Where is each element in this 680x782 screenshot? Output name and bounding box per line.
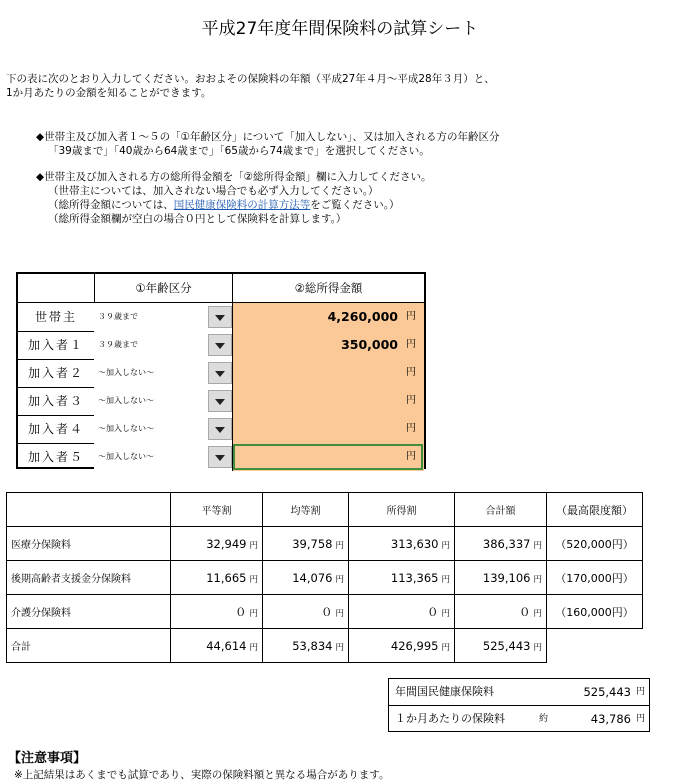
yen-unit: 円 bbox=[533, 574, 542, 585]
instruction-age-line-2: 「39歳まで」「40歳から64歳まで」「65歳から74歳まで」を選択してください。 bbox=[48, 145, 430, 157]
yen-unit: 円 bbox=[441, 642, 450, 653]
instruction-income-line-1: ◆世帯主及び加入される方の総所得金額を「②総所得金額」欄に入力してください。 bbox=[36, 171, 432, 183]
age-category-value: ３９歳まで bbox=[98, 340, 138, 349]
annual-premium-value: 525,443 bbox=[583, 685, 631, 699]
yen-unit: 円 bbox=[335, 574, 344, 585]
calculation-method-link[interactable]: 国民健康保険料の計算方法等 bbox=[173, 199, 311, 211]
per-capita-header: 平等割 bbox=[171, 493, 263, 527]
input-row-member-4 bbox=[18, 415, 424, 443]
monthly-premium-value: 43,786 bbox=[590, 712, 631, 726]
notes-text: ※上記結果はあくまでも試算であり、実際の保険料額と異なる場合があります。 bbox=[14, 769, 390, 781]
instruction-income-line-3 bbox=[36, 198, 500, 212]
results-header-row bbox=[7, 493, 643, 527]
input-row-householder bbox=[18, 303, 424, 331]
total-cell bbox=[455, 629, 547, 663]
per-capita-cell bbox=[171, 595, 263, 629]
income-share-cell bbox=[349, 561, 455, 595]
equal-share-cell bbox=[263, 561, 349, 595]
row-label: 合計 bbox=[7, 629, 171, 663]
total-row bbox=[7, 629, 643, 663]
dropdown-arrow-icon[interactable] bbox=[208, 362, 232, 384]
cell-value: 14,076 bbox=[292, 570, 333, 585]
yen-unit: 円 bbox=[406, 367, 416, 378]
empty-cell bbox=[547, 629, 643, 663]
row-label: 医療分保険料 bbox=[7, 527, 171, 561]
per-capita-cell bbox=[171, 629, 263, 663]
input-table bbox=[16, 272, 426, 469]
income-input[interactable] bbox=[232, 303, 424, 331]
instruction-income-line-4: （総所得金額欄が空白の場合０円として保険料を計算します。） bbox=[48, 213, 347, 225]
max-limit-header: （最高限度額） bbox=[547, 493, 643, 527]
input-row-member-1 bbox=[18, 331, 424, 359]
income-input[interactable] bbox=[232, 415, 424, 443]
total-cell bbox=[455, 527, 547, 561]
age-category-select[interactable] bbox=[94, 443, 232, 471]
yen-unit: 円 bbox=[406, 395, 416, 406]
income-input[interactable] bbox=[232, 331, 424, 359]
per-capita-cell bbox=[171, 561, 263, 595]
monthly-premium-row bbox=[389, 706, 649, 732]
age-category-value: ～加入しない～ bbox=[98, 396, 154, 405]
dropdown-arrow-icon[interactable] bbox=[208, 418, 232, 440]
cell-value: ０ bbox=[234, 604, 247, 619]
yen-unit: 円 bbox=[249, 608, 258, 619]
row-label: 加入者３ bbox=[18, 387, 95, 415]
age-category-select[interactable] bbox=[94, 331, 232, 359]
equal-share-cell bbox=[263, 629, 349, 663]
table-row bbox=[7, 595, 643, 629]
cell-value: 139,106 bbox=[482, 570, 531, 585]
yen-unit: 円 bbox=[441, 608, 450, 619]
income-share-cell bbox=[349, 527, 455, 561]
age-category-value: ３９歳まで bbox=[98, 312, 138, 321]
instruction-income-line-2: （世帯主については、加入されない場合でも必ず入力してください。） bbox=[48, 185, 379, 197]
annual-premium-box bbox=[388, 678, 650, 732]
yen-unit: 円 bbox=[635, 687, 645, 697]
instruction-text: （総所得金額については、 bbox=[48, 199, 174, 211]
yen-unit: 円 bbox=[441, 540, 450, 551]
table-row bbox=[7, 561, 643, 595]
intro-text bbox=[6, 72, 495, 100]
row-label: 加入者４ bbox=[18, 415, 95, 443]
yen-unit: 円 bbox=[406, 339, 416, 350]
approx-label: 約 bbox=[539, 714, 549, 724]
instruction-age bbox=[36, 130, 500, 158]
input-row-member-3 bbox=[18, 387, 424, 415]
input-row-member-5 bbox=[18, 443, 424, 471]
instructions bbox=[36, 130, 500, 238]
yen-unit: 円 bbox=[406, 423, 416, 434]
dropdown-arrow-icon[interactable] bbox=[208, 446, 232, 468]
age-category-header: ①年齢区分 bbox=[94, 274, 232, 302]
row-label: 後期高齢者支援金分保険料 bbox=[7, 561, 171, 595]
instruction-income bbox=[36, 170, 500, 226]
per-capita-cell bbox=[171, 527, 263, 561]
max-limit-cell: （170,000円） bbox=[547, 561, 643, 595]
annual-premium-row bbox=[389, 679, 649, 706]
income-share-header: 所得割 bbox=[349, 493, 455, 527]
dropdown-arrow-icon[interactable] bbox=[208, 390, 232, 412]
dropdown-arrow-icon[interactable] bbox=[208, 334, 232, 356]
total-income-header: ②総所得金額 bbox=[232, 274, 424, 302]
yen-unit: 円 bbox=[635, 714, 645, 724]
cell-value: 525,443 bbox=[482, 638, 531, 653]
age-category-value: ～加入しない～ bbox=[98, 424, 154, 433]
row-label: 加入者１ bbox=[18, 331, 95, 359]
cell-value: 113,365 bbox=[390, 570, 439, 585]
results-table bbox=[6, 492, 643, 663]
max-limit-cell: （160,000円） bbox=[547, 595, 643, 629]
row-label: 加入者５ bbox=[18, 443, 95, 471]
dropdown-arrow-icon[interactable] bbox=[208, 306, 232, 328]
row-label: 介護分保険料 bbox=[7, 595, 171, 629]
income-value: 4,260,000 bbox=[327, 309, 398, 324]
age-category-value: ～加入しない～ bbox=[98, 368, 154, 377]
intro-line-1: 下の表に次のとおり入力してください。おおよその保険料の年額（平成27年４月～平成28年３月）と、 bbox=[6, 73, 495, 85]
cell-value: 44,614 bbox=[206, 638, 247, 653]
age-category-value: ～加入しない～ bbox=[98, 452, 154, 461]
income-input[interactable] bbox=[232, 387, 424, 415]
cell-value: 313,630 bbox=[390, 536, 439, 551]
yen-unit: 円 bbox=[406, 451, 416, 462]
income-input-active[interactable] bbox=[232, 443, 424, 471]
results-corner bbox=[7, 493, 171, 527]
yen-unit: 円 bbox=[249, 642, 258, 653]
row-label: 世帯主 bbox=[18, 303, 95, 331]
income-value: 350,000 bbox=[341, 337, 398, 352]
yen-unit: 円 bbox=[249, 574, 258, 585]
age-category-select[interactable] bbox=[94, 387, 232, 415]
cell-value: ０ bbox=[320, 604, 333, 619]
age-category-select[interactable] bbox=[94, 359, 232, 387]
yen-unit: 円 bbox=[441, 574, 450, 585]
equal-share-cell bbox=[263, 595, 349, 629]
yen-unit: 円 bbox=[335, 642, 344, 653]
income-input[interactable] bbox=[232, 359, 424, 387]
income-share-cell bbox=[349, 595, 455, 629]
cell-value: 39,758 bbox=[292, 536, 333, 551]
cell-value: 32,949 bbox=[206, 536, 247, 551]
cell-value: 386,337 bbox=[482, 536, 531, 551]
equal-share-cell bbox=[263, 527, 349, 561]
annual-premium-label: 年間国民健康保険料 bbox=[395, 685, 494, 698]
yen-unit: 円 bbox=[249, 540, 258, 551]
monthly-premium-label: １か月あたりの保険料 bbox=[395, 712, 505, 725]
total-header: 合計額 bbox=[455, 493, 547, 527]
cell-value: 11,665 bbox=[206, 570, 247, 585]
age-category-select[interactable] bbox=[94, 415, 232, 443]
table-row bbox=[7, 527, 643, 561]
yen-unit: 円 bbox=[335, 608, 344, 619]
income-share-cell bbox=[349, 629, 455, 663]
input-row-member-2 bbox=[18, 359, 424, 387]
cell-value: ０ bbox=[518, 604, 531, 619]
yen-unit: 円 bbox=[335, 540, 344, 551]
page-title: 平成27年度年間保険料の試算シート bbox=[201, 19, 479, 39]
intro-line-2: 1か月あたりの金額を知ることができます。 bbox=[6, 87, 212, 99]
cell-value: 53,834 bbox=[292, 638, 333, 653]
total-cell bbox=[455, 595, 547, 629]
instruction-text: をご覧ください。） bbox=[310, 199, 400, 211]
cell-value: 426,995 bbox=[390, 638, 439, 653]
yen-unit: 円 bbox=[533, 642, 542, 653]
max-limit-cell: （520,000円） bbox=[547, 527, 643, 561]
yen-unit: 円 bbox=[533, 540, 542, 551]
instruction-age-line-1: ◆世帯主及び加入者１～５の「①年齢区分」について「加入しない」、又は加入される方の年齢区分 bbox=[36, 131, 500, 143]
total-cell bbox=[455, 561, 547, 595]
row-label: 加入者２ bbox=[18, 359, 95, 387]
cell-value: ０ bbox=[426, 604, 439, 619]
yen-unit: 円 bbox=[406, 311, 416, 322]
age-category-select[interactable] bbox=[94, 303, 232, 331]
equal-share-header: 均等割 bbox=[263, 493, 349, 527]
yen-unit: 円 bbox=[533, 608, 542, 619]
notes-title: 【注意事項】 bbox=[8, 751, 87, 766]
